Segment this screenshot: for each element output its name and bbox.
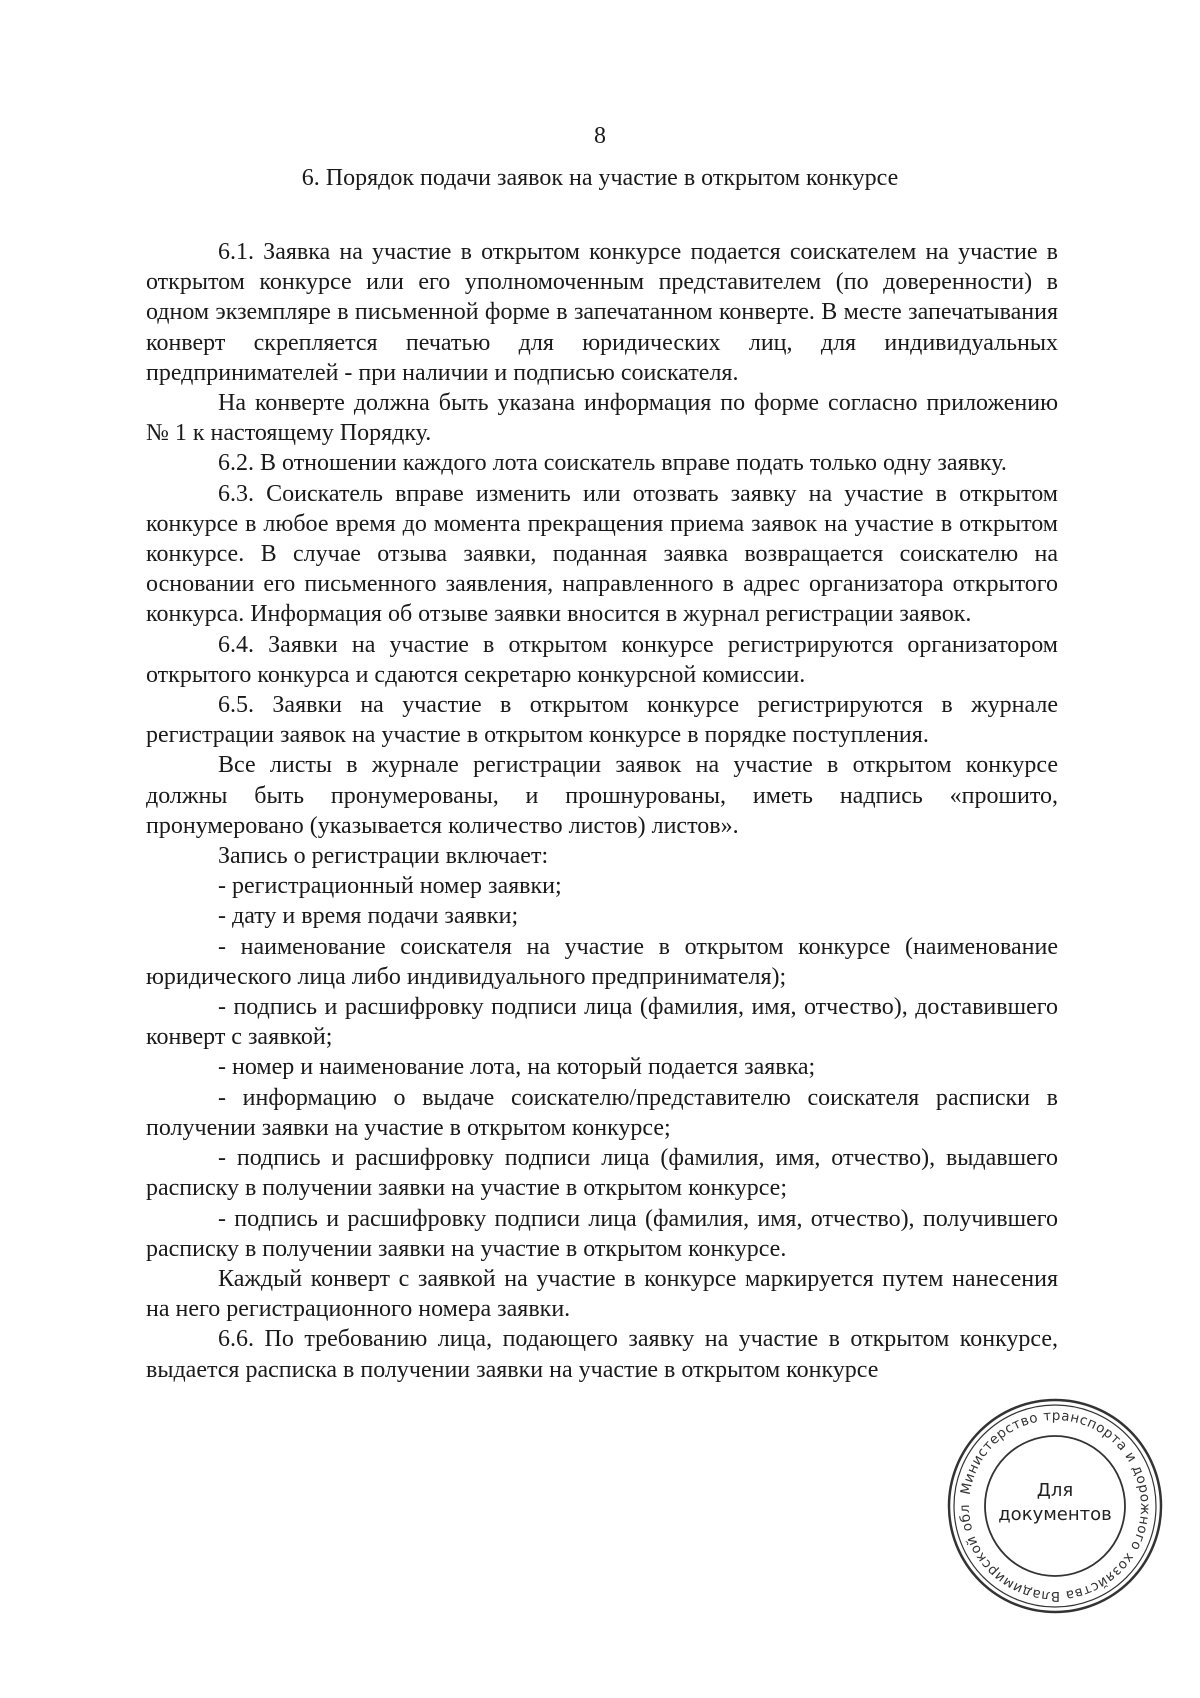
list-item: - дату и время подачи заявки; xyxy=(218,903,519,930)
list-item: - информацию о выдаче соискателю/представителю соискателя расписки в получении заявки на участие в открытом конкурсе; xyxy=(146,1084,1058,1141)
page-number: 8 xyxy=(594,123,606,149)
paragraph-6-3: 6.3. Соискатель вправе изменить или отозвать заявку на участие в открытом конкурсе в любое время до момента прекращения приема заявок на участие в открытом конкурсе. В случае отзыва заявки, поданная заявка возвращается соискателю на основании его письменного заявления, направленного в адрес организатора открытого конкурса. Информация об отзыве заявки вносится в журнал регистрации заявок. xyxy=(146,480,1058,628)
paragraph-6-1: 6.1. Заявка на участие в открытом конкурсе подается соискателем на участие в открытом конкурсе или его уполномоченным представителем (по доверенности) в одном экземпляре в письменной форме в запечатанном конверте. В месте запечатывания конверт скрепляется печатью для юридических лиц, для индивидуальных предпринимателей - при наличии и подписью соискателя. xyxy=(146,239,1058,386)
paragraph-envelope-marking: Каждый конверт с заявкой на участие в конкурсе маркируется путем нанесения на него регистрационного номера заявки. xyxy=(146,1265,1058,1323)
document-body xyxy=(146,237,1058,1385)
official-stamp xyxy=(945,1396,1165,1616)
paragraph-6-4: 6.4. Заявки на участие в открытом конкурсе регистрируются организатором открытого конкурса и сдаются секретарю конкурсной комиссии. xyxy=(146,631,1058,688)
paragraph-6-5: 6.5. Заявки на участие в открытом конкурсе регистрируются в журнале регистрации заявок на участие в открытом конкурсе в порядке поступления. xyxy=(146,692,1058,749)
section-heading: 6. Порядок подачи заявок на участие в открытом конкурсе xyxy=(301,165,899,191)
paragraph-6-2: 6.2. В отношении каждого лота соискатель вправе подать только одну заявку. xyxy=(218,450,1007,477)
list-item: - наименование соискателя на участие в открытом конкурсе (наименование юридического лица либо индивидуального предпринимателя); xyxy=(146,933,1058,990)
stamp-center-line1: Для xyxy=(1036,1480,1074,1501)
paragraph-record-includes: Запись о регистрации включает: xyxy=(218,843,549,870)
list-item: - подпись и расшифровку подписи лица (фамилия, имя, отчество), выдавшего расписку в получении заявки на участие в открытом конкурсе; xyxy=(146,1145,1058,1202)
paragraph-envelope-info: На конверте должна быть указана информация по форме согласно приложению № 1 к настоящему Порядку. xyxy=(146,390,1058,447)
stamp-center-line2: документов xyxy=(998,1504,1112,1525)
paragraph-6-6: 6.6. По требованию лица, подающего заявку на участие в открытом конкурсе, выдается расписка в получении заявки на участие в открытом конкурсе xyxy=(146,1326,1058,1383)
paragraph-journal-sheets: Все листы в журнале регистрации заявок на участие в открытом конкурсе должны быть пронумерованы, и прошнурованы, иметь надпись «прошито, пронумеровано (указывается количество листов) листов». xyxy=(146,752,1058,839)
list-item: - номер и наименование лота, на который подается заявка; xyxy=(218,1054,816,1081)
list-item: - подпись и расшифровку подписи лица (фамилия, имя, отчество), доставившего конверт с заявкой; xyxy=(146,994,1058,1051)
list-item: - регистрационный номер заявки; xyxy=(218,873,562,900)
stamp-ring-text: Министерство транспорта и дорожного хозяйства Владимирской обл xyxy=(956,1407,1154,1605)
list-item: - подпись и расшифровку подписи лица (фамилия, имя, отчество), получившего расписку в получении заявки на участие в открытом конкурсе. xyxy=(146,1205,1058,1262)
